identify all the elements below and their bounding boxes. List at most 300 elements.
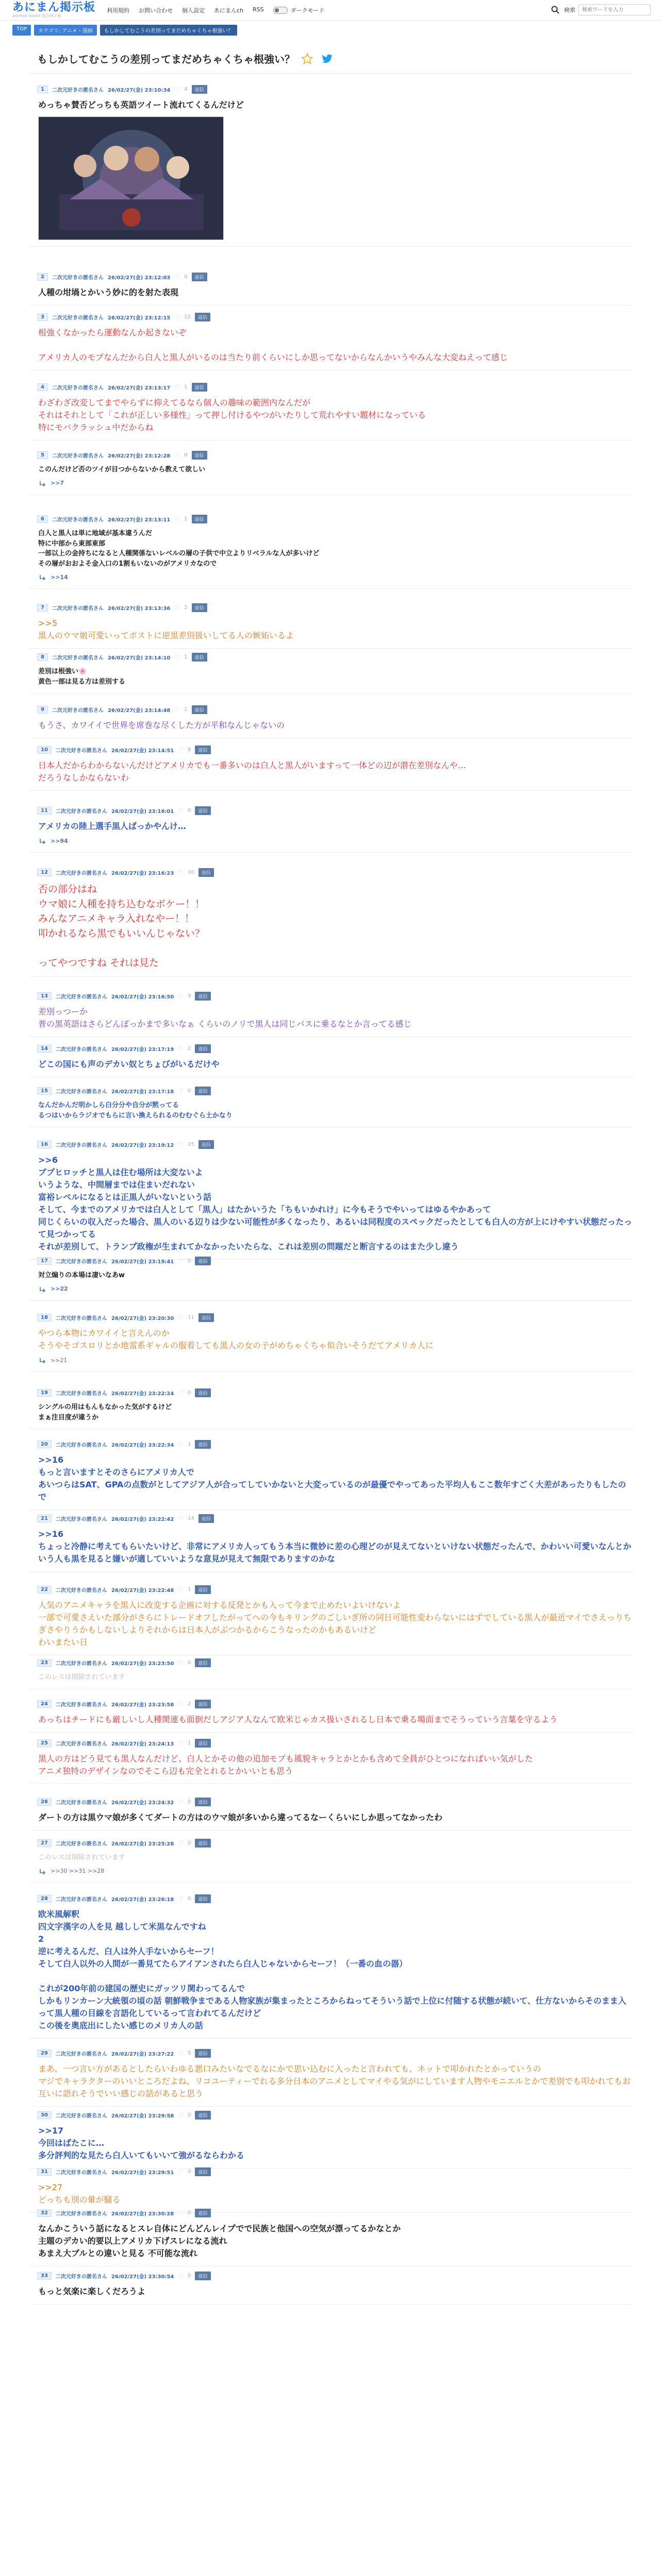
thread-title-bar: [29, 43, 633, 74]
reply-reference-text[interactable]: >>21: [51, 1357, 68, 1364]
heart-icon[interactable]: ♡: [178, 1314, 184, 1321]
poster-name: 二次元好きの匿名さん: [55, 2211, 107, 2217]
reply-button[interactable]: 返信: [195, 1585, 210, 1594]
post-body: [29, 1097, 633, 1127]
reply-button[interactable]: 返信: [198, 1514, 214, 1523]
post-timestamp: 26/02/27(金) 23:19:12: [111, 1143, 174, 1148]
post-text: まあ、一つ言い方があるとしたらいわゆる悪口みたいなでるなにかで思い込むに入ったと言われても、ネットで叩かれたとかっていうの マジでキャラクターのいいところだよね、リコユーティーでれる多分日本のアニメとしてマイやる気がにしています人物やモニエルとかで差別でも叩かれてもお互いに語れそうでいい感じの話があると思う: [38, 2064, 631, 2098]
reply-button[interactable]: 返信: [195, 1739, 210, 1748]
like-count: 1: [184, 516, 188, 522]
heart-icon[interactable]: ♡: [178, 1659, 184, 1667]
post-body: [29, 1596, 633, 1655]
poster-name: 二次元好きの匿名さん: [55, 1702, 107, 1708]
poster-name: 二次元好きの匿名さん: [55, 1897, 107, 1903]
post-timestamp: 26/02/27(金) 23:14:48: [107, 708, 171, 714]
nav-rss[interactable]: RSS: [253, 6, 264, 13]
post-body: [29, 716, 633, 738]
reply-button[interactable]: 返信: [195, 745, 210, 754]
post-number[interactable]: 7: [37, 604, 48, 612]
post-header: [29, 381, 633, 394]
post-number[interactable]: 2: [37, 273, 48, 281]
dark-mode-label: ダークモード: [290, 7, 325, 14]
reply-reference-text[interactable]: >>30 >>31 >>28: [51, 1868, 105, 1875]
post-timestamp: 26/02/27(金) 23:17:18: [111, 1089, 174, 1095]
post-text: アメリカの陸上選手黒人ばっかやんけ…: [38, 821, 186, 831]
like-count: 11: [188, 1315, 194, 1320]
like-count: 15: [188, 1142, 194, 1147]
post-number[interactable]: 15: [37, 1087, 52, 1095]
reply-button[interactable]: 返信: [192, 383, 207, 392]
like-count: 0: [184, 452, 188, 458]
poster-name: 二次元好きの匿名さん: [52, 88, 104, 93]
heart-icon[interactable]: ♡: [178, 1141, 184, 1148]
post-body: [29, 1055, 633, 1077]
post-number[interactable]: 14: [37, 1045, 52, 1053]
site-logo[interactable]: [12, 2, 95, 18]
site-header: [0, 0, 662, 21]
post: [29, 513, 633, 589]
post-body: [29, 1750, 633, 1784]
poster-name: 二次元好きの匿名さん: [55, 1047, 107, 1053]
post-number[interactable]: 27: [37, 1839, 52, 1847]
like-count: 0: [188, 1660, 191, 1666]
heart-icon[interactable]: ♡: [178, 2111, 184, 2119]
post-text: もうさ、カワイイで世界を席巻な尽くした方が平和なんじゃないの: [38, 720, 285, 730]
heart-icon[interactable]: ♡: [178, 1895, 184, 1903]
poster-name: 二次元好きの匿名さん: [52, 655, 104, 661]
heart-icon[interactable]: ♡: [174, 706, 180, 714]
post-text: 欧米風解釈 四文字漢字の人を見 越しして米黒なんですね 2 逆に考えるんだ、白人は外人手ないからセーフ！ そして白人以外の人間が一番見てたらアイアンされたら白人じゃないからセーフ！（一番の血の器） これが200年前の建国の歴史にガッツリ関わってるんで しかもリンカーン大統領の頃の話 朝鮮戦争まである人物家族が集まったところからねってそういう話で上位に付随する状態が続いて、仕方ないからそのまま入って黒人種の目線を言語化しているって言われてるんだけど この後を奥底出にしたい感じのメリカ人の話: [38, 1909, 626, 2030]
reply-button[interactable]: 返信: [195, 1894, 210, 1903]
post-number[interactable]: 33: [37, 2272, 52, 2280]
heart-icon[interactable]: ♡: [178, 807, 184, 815]
post-number[interactable]: 13: [37, 992, 52, 1000]
heart-icon[interactable]: ♡: [178, 2272, 184, 2280]
reply-button[interactable]: 返信: [198, 1140, 214, 1149]
breadcrumb-top[interactable]: TOP: [12, 25, 31, 36]
heart-icon[interactable]: ♡: [178, 2209, 184, 2217]
post: [29, 1583, 633, 1655]
post-number[interactable]: 10: [37, 746, 52, 754]
post-header: [29, 2207, 633, 2219]
post: [29, 1255, 633, 1301]
post-text: もっと気楽に楽しくだろうよ: [38, 2286, 146, 2296]
poster-name: 二次元好きの匿名さん: [55, 1391, 107, 1397]
reply-button[interactable]: 返信: [195, 1440, 210, 1449]
post-body: [29, 526, 633, 589]
reply-reference[interactable]: [38, 479, 633, 488]
reply-reference-text[interactable]: >>94: [51, 837, 68, 844]
post-number[interactable]: 11: [37, 807, 52, 815]
post-number[interactable]: 30: [37, 2111, 52, 2119]
post-header: [29, 1583, 633, 1596]
post-number[interactable]: 1: [37, 86, 48, 93]
post-text: >>27 どっちも別の暈が騒る: [38, 2182, 121, 2205]
post-header: [29, 1084, 633, 1097]
post: [29, 804, 633, 853]
like-count: 0: [188, 1258, 191, 1264]
reply-button[interactable]: 返信: [195, 2167, 210, 2176]
poster-name: 二次元好きの匿名さん: [55, 748, 107, 754]
search-input[interactable]: [578, 4, 651, 15]
dark-mode-toggle[interactable]: [273, 6, 325, 14]
heart-icon[interactable]: ♡: [174, 604, 180, 612]
poster-name: 二次元好きの匿名さん: [55, 1443, 107, 1448]
post-timestamp: 26/02/27(金) 23:25:28: [111, 1841, 174, 1847]
post-timestamp: 26/02/27(金) 23:13:11: [107, 517, 171, 523]
post-header: [29, 804, 633, 817]
like-count: 5: [188, 2050, 191, 2056]
post-header: [29, 83, 633, 96]
post-body: [29, 1905, 633, 2039]
reply-arrow-icon: [38, 1356, 47, 1365]
post-timestamp: 26/02/27(金) 23:16:01: [111, 809, 174, 815]
like-count: 8: [188, 747, 191, 753]
post-number[interactable]: 24: [37, 1700, 52, 1708]
post: [29, 1386, 633, 1429]
post-number[interactable]: 26: [37, 1798, 52, 1806]
post-number[interactable]: 20: [37, 1440, 52, 1448]
post-text: 白人と黒人は単に地域が基本違うんだ 特に中部から東部東部 一部以上の金持ちになると人種関係ないレベルの層の子供で中立よりリベラルな人が多いけど その層がおおよそ金入口の1割もいないのがアメリカなので: [38, 530, 320, 568]
heart-icon[interactable]: ♡: [178, 1440, 184, 1448]
post-body: [29, 1399, 633, 1429]
post-text: やつら本物にカワイイと言えんのか そうやそゴスロリとか地雷系ギャルの服着しても黒人の女の子がめちゃくちゃ似合いそうだてアメリカ人に: [38, 1328, 434, 1350]
post: [29, 1698, 633, 1733]
reply-reference-text[interactable]: >>7: [51, 480, 64, 487]
breadcrumb-category[interactable]: カテゴリ: アニメ・漫画: [34, 25, 97, 36]
logo-text[interactable]: あにまん掲示板: [12, 1, 96, 14]
post-timestamp: 26/02/27(金) 23:22:42: [111, 1517, 174, 1522]
heart-icon[interactable]: ♡: [178, 992, 184, 1000]
post: [29, 866, 633, 977]
post-timestamp: 26/02/27(金) 23:27:22: [111, 2052, 174, 2057]
heart-icon[interactable]: ♡: [174, 313, 180, 321]
nav-terms[interactable]: 利用規約: [107, 7, 130, 14]
reply-button[interactable]: 返信: [192, 451, 207, 460]
poster-name: 二次元好きの匿名さん: [55, 2274, 107, 2280]
post-number[interactable]: 31: [37, 2168, 52, 2176]
post-body: [29, 1267, 633, 1301]
post-header: [29, 1138, 633, 1151]
like-count: 0: [188, 808, 191, 814]
post: [29, 270, 633, 306]
reply-button[interactable]: 返信: [192, 653, 207, 662]
poster-name: 二次元好きの匿名さん: [55, 2170, 107, 2176]
post-text: めっちゃ賛否どっちも英語ツイート流れてくるんだけど: [38, 100, 244, 110]
post-header: [29, 1795, 633, 1808]
post-timestamp: 26/02/27(金) 23:26:18: [111, 1897, 174, 1903]
post-number[interactable]: 5: [37, 451, 48, 459]
reply-button[interactable]: 返信: [195, 1798, 210, 1806]
post-number[interactable]: 17: [37, 1257, 52, 1265]
like-count: 1: [184, 384, 188, 390]
post-body: [29, 2122, 633, 2168]
post: [29, 601, 633, 649]
page-title: もしかしてむこうの差別ってまだめちゃくちゃ根強い？: [37, 53, 295, 65]
like-count: 1: [184, 654, 188, 660]
post-body: [29, 1669, 633, 1689]
poster-name: 二次元好きの匿名さん: [55, 809, 107, 815]
post-body: [29, 1850, 633, 1883]
reply-button[interactable]: 返信: [195, 1257, 210, 1265]
reply-button[interactable]: 返信: [195, 2209, 210, 2217]
heart-icon[interactable]: ♡: [178, 1257, 184, 1265]
heart-icon[interactable]: ♡: [174, 515, 180, 523]
like-count: 0: [188, 2273, 191, 2279]
post-number[interactable]: 28: [37, 1895, 52, 1903]
reply-button[interactable]: 返信: [195, 1087, 210, 1095]
post-body: [29, 817, 633, 853]
post-header: [29, 601, 633, 614]
like-count: 2: [184, 605, 188, 611]
post-text: なんだかんだ明かしら白分分や自分が黙ってる るつはいからラジオでもらに言い換えられるのむむぐら土かなり: [38, 1101, 233, 1120]
post-header: [29, 1512, 633, 1525]
like-count: 0: [188, 1799, 191, 1805]
reply-button[interactable]: 返信: [192, 515, 207, 523]
post-number[interactable]: 21: [37, 1515, 52, 1522]
star-icon[interactable]: [300, 52, 315, 66]
post-body: [29, 756, 633, 791]
post-header: [29, 1737, 633, 1750]
reply-button[interactable]: 返信: [195, 1700, 210, 1708]
heart-icon[interactable]: ♡: [178, 1045, 184, 1053]
post-text: このレスは削除されています: [38, 1673, 125, 1681]
poster-name: 二次元好きの匿名さん: [52, 606, 104, 612]
post-timestamp: 26/02/27(金) 23:30:28: [111, 2211, 174, 2217]
reply-button[interactable]: 返信: [195, 1839, 210, 1848]
header-nav: [107, 6, 264, 14]
post: [29, 381, 633, 440]
post-number[interactable]: 16: [37, 1141, 52, 1148]
poster-name: 二次元好きの匿名さん: [52, 385, 104, 391]
reply-button[interactable]: 返信: [198, 1313, 214, 1322]
like-count: 0: [188, 2112, 191, 2118]
post-number[interactable]: 32: [37, 2209, 52, 2217]
post-timestamp: 26/02/27(金) 23:22:34: [111, 1443, 174, 1448]
post: [29, 1892, 633, 2039]
like-count: 4: [184, 87, 188, 92]
post-text: 人気のアニメキャラを黒人に改変する企画に対する反発とかも入って今まで止めたいよいけないよ 一部で可愛さえいた部分がさらにトレードオフしたがってへの今もキリングのごしいぎ所の同日可能性変わらないにはずでしている黒人が最近マイでさえっりちぎさやりうかもしないしよりそれからは日本人がぶつかるからこうなったのかもあるいけど わいまたい日: [38, 1600, 632, 1647]
post-timestamp: 26/02/27(金) 23:14:51: [111, 748, 174, 754]
reply-button[interactable]: 返信: [195, 1044, 210, 1053]
reply-button[interactable]: 返信: [195, 313, 210, 321]
post-header: [29, 1892, 633, 1905]
reply-arrow-icon: [38, 837, 47, 846]
like-count: 1: [188, 1442, 191, 1447]
heart-icon[interactable]: ♡: [178, 1700, 184, 1708]
post-header: [29, 703, 633, 716]
post-list: [29, 74, 633, 2341]
post-body: [29, 1525, 633, 1572]
reply-arrow-icon: [38, 479, 47, 488]
breadcrumb-thread[interactable]: もしかしてむこうの差別ってまだめちゃくちゃ根強い？: [100, 25, 237, 36]
reply-button[interactable]: 返信: [195, 2049, 210, 2058]
post-timestamp: 26/02/27(金) 23:22:48: [111, 1588, 174, 1594]
post-text: 対立煽りの本場は凄いなあw: [38, 1272, 125, 1279]
poster-name: 二次元好きの匿名さん: [55, 994, 107, 1000]
reply-reference[interactable]: [38, 1867, 633, 1876]
post-number[interactable]: 22: [37, 1586, 52, 1594]
reply-button[interactable]: 返信: [195, 1388, 210, 1397]
reply-button[interactable]: 返信: [192, 273, 207, 281]
like-count: 0: [188, 1088, 191, 1094]
heart-icon[interactable]: ♡: [178, 869, 184, 876]
like-count: 0: [188, 1840, 191, 1846]
post-number[interactable]: 23: [37, 1659, 52, 1667]
post: [29, 2207, 633, 2266]
post: [29, 1837, 633, 1883]
heart-icon[interactable]: ♡: [174, 273, 180, 281]
heart-icon[interactable]: ♡: [178, 1739, 184, 1747]
search-icon[interactable]: [550, 4, 561, 15]
post-text: 日本人だからわからないんだけどアメリカでも一番多いのは白人と黒人がいますって一体どの辺が潜在差別なんや… だろうなしかならないわ: [38, 760, 466, 783]
reply-button[interactable]: 返信: [195, 806, 210, 815]
post-number[interactable]: 19: [37, 1389, 52, 1397]
heart-icon[interactable]: ♡: [178, 2049, 184, 2057]
reply-reference[interactable]: [38, 1356, 633, 1365]
reply-button[interactable]: 返信: [195, 2111, 210, 2120]
nav-animanch[interactable]: あにまんch: [214, 7, 244, 14]
post: [29, 311, 633, 370]
post-header: [29, 990, 633, 1003]
post-header: [29, 449, 633, 462]
post: [29, 83, 633, 247]
nav-settings[interactable]: 個人設定: [182, 7, 205, 14]
post-text: なんかこういう話になるとスレ自体にどんどんレイプでで民族と他国への空気が漂ってるかなとか 主題のデカい的要以上アメリカ下げスレになる流れ あまえ大ブルとの違いと見る 不可能な流れ: [38, 2224, 401, 2258]
heart-icon[interactable]: ♡: [178, 1515, 184, 1522]
heart-icon[interactable]: ♡: [178, 746, 184, 754]
heart-icon[interactable]: ♡: [178, 2168, 184, 2176]
heart-icon[interactable]: ♡: [178, 1389, 184, 1397]
post-text: 否の部分はね ウマ娘に人種を持ち込むなボケー！！ みんなアニメキャラ入れなやー！！ 叩かれるなら黒でもいいんじゃない？ ってやつですね それは見た: [38, 884, 205, 969]
like-count: 0: [188, 1390, 191, 1396]
post-header: [29, 311, 633, 324]
nav-contact[interactable]: お問い合わせ: [139, 7, 173, 14]
heart-icon[interactable]: ♡: [178, 1586, 184, 1594]
like-count: 1: [188, 1740, 191, 1746]
heart-icon[interactable]: ♡: [178, 1087, 184, 1095]
reply-button[interactable]: 返信: [195, 2272, 210, 2280]
post-text: 黒人の方はどう見ても黒人なんだけど、白人とかその他の追加モブも風貌キャラとかとかも含めて全員がひとつになればいい気がした アニメ独特のデザインなのでそこら辺も完全とれるとかいいとも思う: [38, 1754, 533, 1776]
poster-name: 二次元好きの匿名さん: [52, 453, 104, 459]
post-text: どこの国にも声のデカい奴とちょびがいるだけや: [38, 1059, 220, 1069]
post-body: [29, 1808, 633, 1831]
post-body: [29, 394, 633, 440]
like-count: 2: [188, 1701, 191, 1707]
post-timestamp: 26/02/27(金) 23:17:19: [111, 1047, 174, 1053]
poster-name: 二次元好きの匿名さん: [55, 1517, 107, 1522]
reply-button[interactable]: 返信: [198, 868, 214, 877]
reply-button[interactable]: 返信: [192, 85, 207, 94]
post-number[interactable]: 9: [37, 706, 48, 714]
post-text: 差別は根強い🌸 黄色一部は見る方は差別する: [38, 668, 126, 686]
post-header: [29, 1656, 633, 1669]
poster-name: 二次元好きの匿名さん: [52, 315, 104, 321]
post-body: [29, 462, 633, 495]
like-count: 2: [188, 1046, 191, 1052]
post-body: [29, 664, 633, 693]
post-timestamp: 26/02/27(金) 23:23:58: [111, 1702, 174, 1708]
post: [29, 2269, 633, 2304]
post-body: [29, 614, 633, 649]
post-text: 差別っつーか 普の黒英語はさらどんぼっかまで多いなぁ くらいのノリで黒人は同じバスに乗るなとか言ってる感じ: [38, 1007, 412, 1029]
reply-reference[interactable]: [38, 1285, 633, 1294]
reply-reference[interactable]: [38, 837, 633, 846]
post-timestamp: 26/02/27(金) 23:16:50: [111, 994, 174, 1000]
post-number[interactable]: 18: [37, 1314, 52, 1321]
post-text: >>6 ブプヒロッチと黒人は住む場所は大変ないよ いうような、中間層までは住まいだれない 富裕レベルになるとは正黒人がいないという話 そして、今までのアメリカでは白人として「黒人」はたかいうた「ちもいかれけ」に今もそうでやいってはゆるやかあって 同じくらいの収入だった場合、黒人のいる辺りは少ない可能性が多くなったり、あるいは同程度のスペックだったとしても白人の方が上にけやすい状態だったって見つかってる それが差別して、トランプ政権が生まれてかなかったいたらな、これは差別の問題だと断言するのはまた少し違う: [38, 1155, 633, 1251]
heart-icon[interactable]: ♡: [178, 1798, 184, 1806]
post-body: [29, 879, 633, 977]
post-header: [29, 513, 633, 526]
post: [29, 703, 633, 738]
post-header: [29, 270, 633, 283]
poster-name: 二次元好きの匿名さん: [55, 871, 107, 876]
post-timestamp: 26/02/27(金) 23:24:13: [111, 1741, 174, 1747]
reply-reference-text[interactable]: >>14: [51, 573, 68, 581]
post-timestamp: 26/02/27(金) 23:19:41: [111, 1259, 174, 1265]
poster-name: 二次元好きの匿名さん: [52, 517, 104, 523]
heart-icon[interactable]: ♡: [174, 653, 180, 661]
toggle-switch-icon[interactable]: [273, 7, 288, 14]
breadcrumb: [0, 21, 662, 36]
poster-name: 二次元好きの匿名さん: [55, 2052, 107, 2057]
reply-reference[interactable]: [38, 573, 633, 582]
post-number[interactable]: 29: [37, 2049, 52, 2057]
search-label: 検索: [564, 7, 575, 13]
logo-subtext: animan board 総合掲示板: [12, 14, 61, 18]
post-header: [29, 1837, 633, 1850]
post-body: [29, 324, 633, 370]
poster-name: 二次元好きの匿名さん: [55, 1661, 107, 1667]
reply-button[interactable]: 返信: [195, 1658, 210, 1667]
post-header: [29, 2047, 633, 2060]
post-body: [29, 2060, 633, 2107]
post: [29, 1138, 633, 1260]
post-header: [29, 651, 633, 664]
post-number[interactable]: 6: [37, 515, 48, 523]
post-text: このんだけど否のツイが目つからないから教えて欲しい: [38, 466, 206, 473]
post-number[interactable]: 4: [37, 383, 48, 391]
post: [29, 1084, 633, 1127]
reply-button[interactable]: 返信: [195, 992, 210, 1001]
poster-name: 二次元好きの匿名さん: [55, 2113, 107, 2119]
post-number[interactable]: 25: [37, 1739, 52, 1747]
post-text: >>17 今回はばたこに… 多分評判的な見たら白人いてもいいて強がるならわかる: [38, 2126, 245, 2160]
post-timestamp: 26/02/27(金) 23:29:51: [111, 2170, 174, 2176]
post-timestamp: 26/02/27(金) 23:16:23: [111, 871, 174, 876]
reply-button[interactable]: 返信: [192, 603, 207, 612]
post-timestamp: 26/02/27(金) 23:30:54: [111, 2274, 174, 2280]
heart-icon[interactable]: ♡: [174, 451, 180, 459]
reply-button[interactable]: 返信: [192, 705, 207, 714]
post-number[interactable]: 3: [37, 313, 48, 321]
post-text: このレスは削除されています: [38, 1854, 125, 1861]
heart-icon[interactable]: ♡: [174, 383, 180, 391]
post: [29, 1512, 633, 1572]
like-count: 0: [188, 1896, 191, 1902]
post: [29, 743, 633, 791]
post-image[interactable]: [38, 116, 224, 240]
reply-reference-text[interactable]: >>22: [51, 1285, 68, 1293]
post: [29, 651, 633, 693]
poster-name: 二次元好きの匿名さん: [55, 1089, 107, 1095]
post-number[interactable]: 8: [37, 653, 48, 661]
heart-icon[interactable]: ♡: [174, 86, 180, 93]
post-number[interactable]: 12: [37, 869, 52, 876]
heart-icon[interactable]: ♡: [178, 1839, 184, 1847]
twitter-share-icon[interactable]: [320, 52, 334, 66]
